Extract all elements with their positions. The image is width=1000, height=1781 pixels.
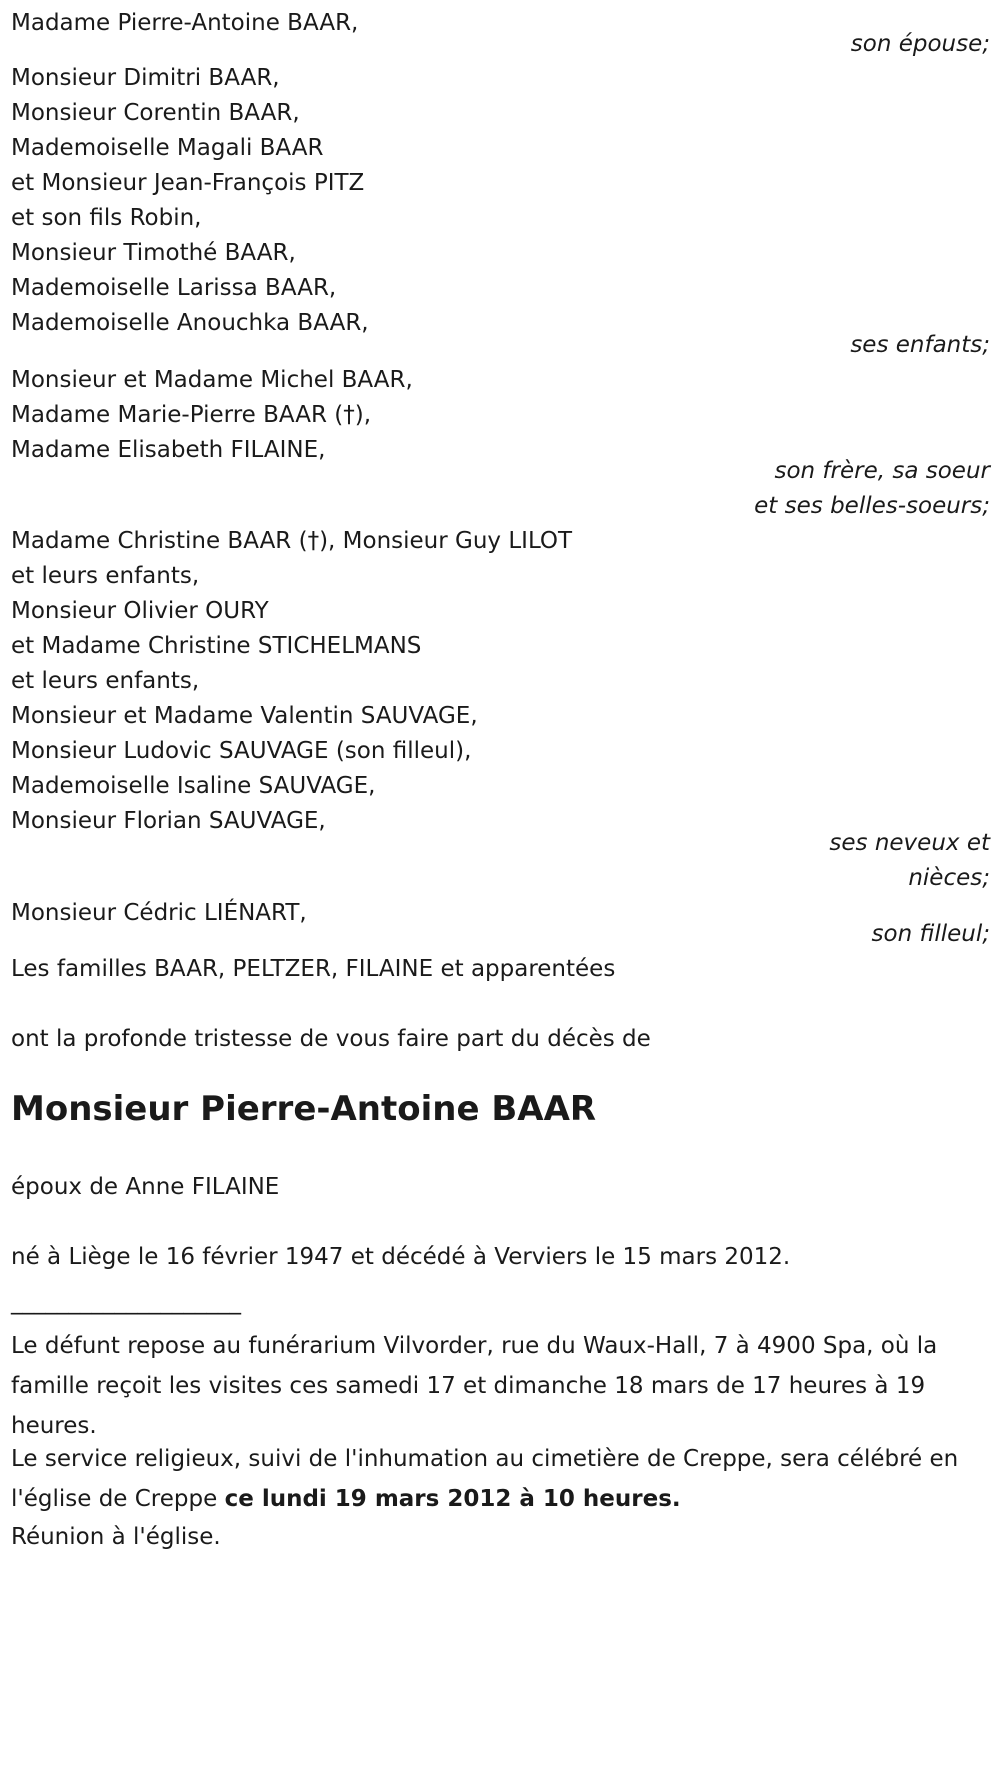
nephew-line: et leurs enfants,: [11, 563, 200, 589]
service-paragraph: [11, 1439, 986, 1519]
godson-relation: son filleul;: [871, 921, 990, 947]
deceased-name: Monsieur Pierre-Antoine BAAR: [11, 1089, 597, 1129]
child-line: et son fils Robin,: [11, 205, 202, 231]
children-relation: ses enfants;: [850, 332, 990, 358]
nephew-line: Monsieur Ludovic SAUVAGE (son filleul),: [11, 738, 472, 764]
spouse-of: époux de Anne FILAINE: [11, 1174, 280, 1200]
nephew-line: Monsieur Florian SAUVAGE,: [11, 808, 326, 834]
godson-line: Monsieur Cédric LIÉNART,: [11, 900, 307, 926]
nephew-line: Monsieur et Madame Valentin SAUVAGE,: [11, 703, 478, 729]
sibling-line: Monsieur et Madame Michel BAAR,: [11, 367, 413, 393]
child-line: et Monsieur Jean-François PITZ: [11, 170, 365, 196]
spouse-line: Madame Pierre-Antoine BAAR,: [11, 10, 359, 36]
siblings-relation-line: et ses belles-soeurs;: [754, 493, 990, 519]
sibling-line: Madame Marie-Pierre BAAR (†),: [11, 402, 372, 428]
separator: ____________________: [11, 1289, 241, 1315]
nephews-relation-line: nièces;: [908, 865, 990, 891]
service-text: Le service religieux, suivi de l'inhumation au cimetière de Creppe, sera célébré en l'église de Creppe: [11, 1446, 959, 1512]
child-line: Monsieur Corentin BAAR,: [11, 100, 300, 126]
visitation-paragraph: Le défunt repose au funérarium Vilvorder, rue du Waux-Hall, 7 à 4900 Spa, où la famille reçoit les visites ces samedi 17 et dimanche 18 mars de 17 heures à 19 heures.: [11, 1333, 938, 1439]
birth-death-dates: né à Liège le 16 février 1947 et décédé à Verviers le 15 mars 2012.: [11, 1244, 791, 1270]
meeting-line: Réunion à l'église.: [11, 1524, 221, 1550]
child-line: Monsieur Dimitri BAAR,: [11, 65, 280, 91]
nephew-line: et Madame Christine STICHELMANS: [11, 633, 422, 659]
child-line: Mademoiselle Larissa BAAR,: [11, 275, 337, 301]
child-line: Mademoiselle Magali BAAR: [11, 135, 324, 161]
siblings-relation-line: son frère, sa soeur: [774, 458, 990, 484]
nephews-relation-line: ses neveux et: [829, 830, 990, 856]
families-line: Les familles BAAR, PELTZER, FILAINE et apparentées: [11, 956, 616, 982]
spouse-relation: son épouse;: [850, 31, 990, 57]
service-date-time: ce lundi 19 mars 2012 à 10 heures.: [224, 1486, 681, 1512]
nephew-line: Madame Christine BAAR (†), Monsieur Guy LILOT: [11, 528, 573, 554]
nephew-line: Mademoiselle Isaline SAUVAGE,: [11, 773, 376, 799]
child-line: Monsieur Timothé BAAR,: [11, 240, 296, 266]
sibling-line: Madame Elisabeth FILAINE,: [11, 437, 326, 463]
child-line: Mademoiselle Anouchka BAAR,: [11, 310, 369, 336]
nephew-line: Monsieur Olivier OURY: [11, 598, 269, 624]
nephew-line: et leurs enfants,: [11, 668, 200, 694]
announcement: ont la profonde tristesse de vous faire part du décès de: [11, 1026, 651, 1052]
